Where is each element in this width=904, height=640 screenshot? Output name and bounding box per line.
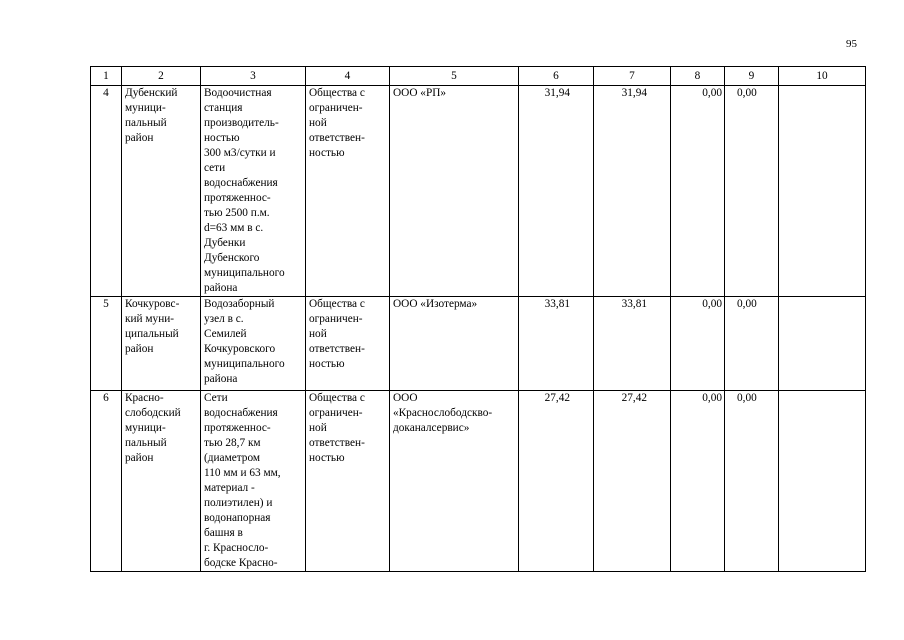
value-cell-6: 27,42 <box>519 391 594 572</box>
row-number: 6 <box>91 391 122 572</box>
value-cell-9: 0,00 <box>725 391 779 572</box>
column-header: 8 <box>671 67 725 86</box>
table-row <box>91 86 866 297</box>
value-cell-6: 31,94 <box>519 86 594 297</box>
header-row <box>91 67 866 86</box>
column-header: 7 <box>594 67 671 86</box>
column-header: 3 <box>201 67 306 86</box>
column-header: 9 <box>725 67 779 86</box>
table-row <box>91 297 866 391</box>
value-cell-8: 0,00 <box>671 391 725 572</box>
value-cell-7: 33,81 <box>594 297 671 391</box>
object-cell: Водозаборный узел в с. Семилей Кочкуровского муниципального района <box>201 297 306 391</box>
column-header: 10 <box>779 67 866 86</box>
row-number: 5 <box>91 297 122 391</box>
value-cell-9: 0,00 <box>725 86 779 297</box>
table-row <box>91 391 866 572</box>
column-header: 5 <box>390 67 519 86</box>
column-header: 6 <box>519 67 594 86</box>
org-form-cell: Общества с ограничен- ной ответствен- ностью <box>306 391 390 572</box>
org-name-cell: ООО «Краснослободскво- доканалсервис» <box>390 391 519 572</box>
value-cell-8: 0,00 <box>671 297 725 391</box>
value-cell-7: 31,94 <box>594 86 671 297</box>
value-cell-7: 27,42 <box>594 391 671 572</box>
data-table <box>90 66 866 572</box>
district-cell: Красно- слободский муници- пальный район <box>122 391 201 572</box>
column-header: 1 <box>91 67 122 86</box>
value-cell-8: 0,00 <box>671 86 725 297</box>
value-cell-10 <box>779 86 866 297</box>
value-cell-10 <box>779 297 866 391</box>
value-cell-10 <box>779 391 866 572</box>
row-number: 4 <box>91 86 122 297</box>
district-cell: Дубенский муници- пальный район <box>122 86 201 297</box>
page-number: 95 <box>846 38 857 50</box>
object-cell: Сети водоснабжения протяженнос- тью 28,7 км (диаметром 110 мм и 63 мм, материал - полиэтилен) и водонапорная башня в г. Красносло- бодске Красно- <box>201 391 306 572</box>
org-form-cell: Общества с ограничен- ной ответствен- ностью <box>306 297 390 391</box>
value-cell-6: 33,81 <box>519 297 594 391</box>
column-header: 2 <box>122 67 201 86</box>
object-cell: Водоочистная станция производитель- ностью 300 м3/сутки и сети водоснабжения протяженнос- тью 2500 п.м. d=63 мм в с. Дубенки Дубенского муниципального района <box>201 86 306 297</box>
org-name-cell: ООО «РП» <box>390 86 519 297</box>
org-form-cell: Общества с ограничен- ной ответствен- ностью <box>306 86 390 297</box>
value-cell-9: 0,00 <box>725 297 779 391</box>
column-header: 4 <box>306 67 390 86</box>
org-name-cell: ООО «Изотерма» <box>390 297 519 391</box>
district-cell: Кочкуровс- кий муни- ципальный район <box>122 297 201 391</box>
